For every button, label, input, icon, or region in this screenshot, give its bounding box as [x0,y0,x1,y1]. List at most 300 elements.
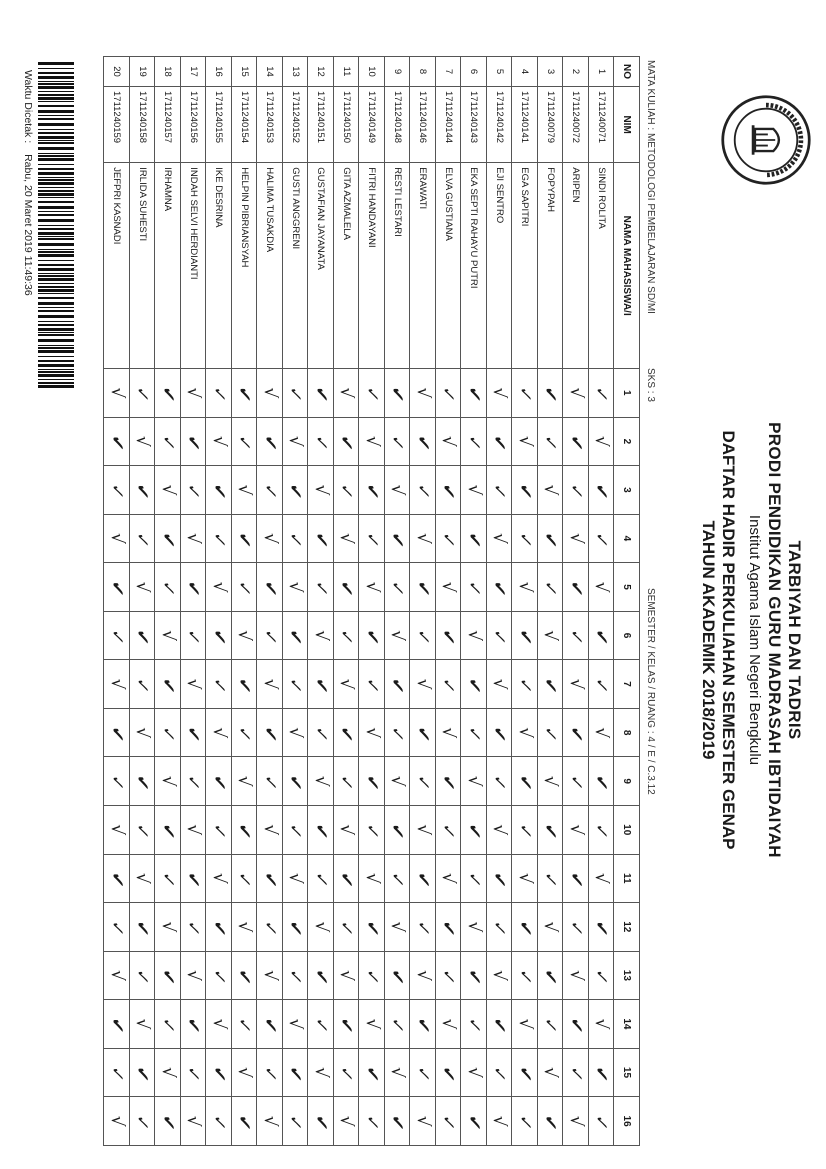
attendance-check-mark: ✓ [257,611,283,660]
attendance-check-mark: ✔ [512,757,538,806]
barcode-bar [38,76,74,79]
table-row [181,57,207,1146]
attendance-check-mark: ✓ [487,1048,513,1097]
attendance-check-mark: √ [563,805,589,854]
attendance-check-mark: ✔ [283,903,309,952]
barcode-bar [38,94,74,96]
attendance-check-mark: √ [155,757,181,806]
attendance-check-mark: ✓ [308,708,334,757]
attendance-check-mark: ✓ [410,757,436,806]
attendance-check-mark: √ [155,611,181,660]
attendance-check-mark: ✓ [385,563,411,612]
attendance-check-mark: ✓ [487,903,513,952]
cell-nim: 1711240142 [487,86,513,162]
attendance-check-mark: √ [257,1097,283,1146]
attendance-check-mark: ✔ [359,466,385,515]
attendance-check-mark: ✓ [155,563,181,612]
attendance-check-mark: √ [410,660,436,709]
barcode-bar [38,172,74,175]
col-session-header: 5 [614,563,640,612]
attendance-check-mark: ✔ [257,708,283,757]
barcode-bar [38,232,74,235]
attendance-check-mark: √ [512,417,538,466]
attendance-check-mark: ✔ [232,514,258,563]
attendance-check-mark: ✔ [385,514,411,563]
attendance-check-mark: √ [512,854,538,903]
cell-no: 20 [104,57,130,87]
attendance-check-mark: ✔ [410,563,436,612]
attendance-check-mark: ✔ [461,660,487,709]
attendance-check-mark: ✓ [130,514,156,563]
attendance-check-mark: ✔ [538,660,564,709]
attendance-check-mark: ✓ [232,708,258,757]
attendance-check-mark: ✔ [563,708,589,757]
table-row [283,57,309,1146]
barcode-bar [38,201,74,203]
attendance-check-mark: ✔ [436,903,462,952]
barcode-bar [38,140,74,141]
barcode-bar [38,118,74,120]
attendance-check-mark: ✓ [181,611,207,660]
attendance-check-mark: ✔ [283,611,309,660]
attendance-check-mark: ✔ [308,1097,334,1146]
attendance-check-mark: √ [538,903,564,952]
barcode-bar [38,83,74,85]
cell-name: EJI SENTRO [487,163,513,369]
barcode-bar [38,382,74,384]
barcode-bar [38,206,74,209]
attendance-check-mark: ✓ [512,951,538,1000]
attendance-check-mark: ✓ [410,1048,436,1097]
attendance-check-mark: ✓ [589,369,615,418]
attendance-check-mark: √ [181,1097,207,1146]
cell-no: 8 [410,57,436,87]
barcode-bar [38,190,74,192]
faculty-title: TARBIYAH DAN TADRIS [785,540,804,740]
attendance-check-mark: √ [334,805,360,854]
barcode-bar [38,153,74,154]
attendance-check-mark: ✔ [461,369,487,418]
cell-no: 16 [206,57,232,87]
attendance-check-mark: ✓ [206,951,232,1000]
attendance-check-mark: √ [104,805,130,854]
cell-nim: 1711240152 [283,86,309,162]
barcode-bar [38,334,74,336]
barcode-bar [38,345,74,346]
attendance-check-mark: ✓ [308,854,334,903]
attendance-check-mark: ✔ [563,1000,589,1049]
attendance-check-mark: ✓ [385,854,411,903]
table-row [512,57,538,1146]
attendance-check-mark: ✓ [104,466,130,515]
attendance-table [104,56,641,1146]
attendance-check-mark: √ [334,660,360,709]
col-session-header: 1 [614,369,640,418]
printed-value: Rabu, 20 Maret 2019 11:49:36 [22,154,34,296]
attendance-check-mark: ✓ [104,611,130,660]
attendance-check-mark: ✔ [104,854,130,903]
attendance-check-mark: √ [461,757,487,806]
attendance-check-mark: ✔ [538,805,564,854]
cell-nim: 1711240079 [538,86,564,162]
barcode-bar [38,177,74,178]
attendance-check-mark: ✔ [104,563,130,612]
cell-name: INDAH SELVI HERDIANTI [181,163,207,369]
cell-no: 13 [283,57,309,87]
attendance-check-mark: ✔ [538,951,564,1000]
attendance-check-mark: ✔ [538,369,564,418]
barcode-bar [38,302,74,305]
attendance-check-mark: √ [461,611,487,660]
attendance-check-mark: ✓ [461,417,487,466]
col-session-header: 10 [614,805,640,854]
attendance-check-mark: ✓ [512,1097,538,1146]
attendance-check-mark: √ [385,611,411,660]
attendance-check-mark: √ [130,854,156,903]
table-row [130,57,156,1146]
attendance-check-mark: ✔ [461,1097,487,1146]
attendance-check-mark: ✔ [206,466,232,515]
cell-no: 5 [487,57,513,87]
table-row [155,57,181,1146]
document-header [698,330,804,950]
attendance-check-mark: ✔ [385,660,411,709]
attendance-check-mark: √ [232,757,258,806]
attendance-check-mark: ✓ [410,466,436,515]
cell-nim: 1711240072 [563,86,589,162]
attendance-check-mark: ✓ [436,369,462,418]
cell-no: 1 [589,57,615,87]
col-session-header: 12 [614,903,640,952]
barcode-bar [38,339,74,342]
barcode-bar [38,193,74,196]
attendance-check-mark: √ [257,514,283,563]
attendance-check-mark: √ [589,563,615,612]
barcode-bar [38,123,74,126]
barcode-bar [38,347,74,349]
attendance-check-mark: √ [436,854,462,903]
cell-no: 19 [130,57,156,87]
attendance-check-mark: ✔ [308,951,334,1000]
attendance-check-mark: ✓ [436,805,462,854]
attendance-check-mark: ✓ [130,660,156,709]
attendance-check-mark: √ [410,951,436,1000]
attendance-check-mark: ✓ [283,805,309,854]
table-row [538,57,564,1146]
attendance-check-mark: ✔ [436,1048,462,1097]
cell-nim: 1711240144 [436,86,462,162]
attendance-check-mark: ✓ [232,854,258,903]
attendance-check-mark: ✔ [359,1048,385,1097]
attendance-check-mark: √ [283,563,309,612]
attendance-check-mark: √ [334,1097,360,1146]
attendance-check-mark: ✔ [385,805,411,854]
attendance-check-mark: ✓ [461,708,487,757]
cell-name: GUSTI ANGGRENI [283,163,309,369]
attendance-check-mark: ✓ [283,514,309,563]
attendance-check-mark: ✓ [232,563,258,612]
attendance-check-mark: √ [359,1000,385,1049]
printed-timestamp [22,70,34,304]
attendance-check-mark: ✓ [359,951,385,1000]
barcode-bar [38,81,74,82]
attendance-check-mark: ✓ [283,951,309,1000]
attendance-check-mark: ✔ [487,708,513,757]
cell-nim: 1711240153 [257,86,283,162]
attendance-check-mark: ✔ [130,1048,156,1097]
attendance-check-mark: ✓ [436,1097,462,1146]
cell-name: JEFPRI KASNADI [104,163,130,369]
cell-name: GUSTAFIAN JAYANATA [308,163,334,369]
attendance-check-mark: √ [589,417,615,466]
attendance-check-mark: ✔ [385,369,411,418]
barcode-bar [38,286,74,288]
barcode-bar [38,219,74,222]
attendance-check-mark: ✔ [232,951,258,1000]
col-session-header: 13 [614,951,640,1000]
attendance-check-mark: ✓ [487,757,513,806]
barcode-bar [38,297,74,299]
attendance-check-mark: √ [436,708,462,757]
attendance-check-mark: ✓ [206,514,232,563]
table-row [206,57,232,1146]
attendance-check-mark: √ [589,854,615,903]
barcode-bar [38,182,74,185]
cell-nim: 1711240151 [308,86,334,162]
cell-name: SINDI ROLITA [589,163,615,369]
barcode-bar [38,129,74,130]
attendance-check-mark: √ [206,708,232,757]
attendance-rows [104,57,614,1146]
attendance-check-mark: ✔ [130,757,156,806]
barcode-bar [38,289,74,292]
attendance-check-mark: ✓ [206,1097,232,1146]
attendance-check-mark: ✓ [385,417,411,466]
attendance-check-mark: ✔ [257,854,283,903]
table-row [563,57,589,1146]
attendance-check-mark: ✔ [538,514,564,563]
barcode-bar [38,278,74,281]
attendance-check-mark: ✔ [589,611,615,660]
attendance-check-mark: ✓ [512,660,538,709]
printed-label: Waktu Dicetak : [22,70,34,144]
attendance-check-mark: ✔ [155,951,181,1000]
attendance-check-mark: ✔ [308,805,334,854]
barcode-bar [38,62,74,65]
barcode-bar [38,179,74,181]
attendance-check-mark: √ [487,805,513,854]
col-session-header: 8 [614,708,640,757]
barcode-bar [38,105,74,107]
attendance-check-mark: ✔ [589,757,615,806]
attendance-check-mark: ✓ [563,466,589,515]
attendance-check-mark: √ [206,1000,232,1049]
barcode-bar [38,385,74,388]
barcode-bar [38,72,74,74]
attendance-check-mark: ✓ [589,951,615,1000]
barcode-bar [38,379,74,380]
col-nim-header: NIM [614,86,640,162]
attendance-check-mark: ✓ [257,466,283,515]
attendance-check-mark: ✓ [563,757,589,806]
attendance-check-mark: ✔ [104,708,130,757]
attendance-check-mark: ✓ [155,708,181,757]
attendance-check-mark: √ [563,951,589,1000]
barcode-bar [38,321,74,322]
attendance-check-mark: ✓ [538,563,564,612]
table-row [589,57,615,1146]
cell-name: ERAWATI [410,163,436,369]
barcode-bar [38,360,74,362]
attendance-check-mark: ✓ [512,514,538,563]
attendance-check-mark: ✓ [308,417,334,466]
attendance-check-mark: ✓ [334,903,360,952]
attendance-check-mark: ✔ [130,611,156,660]
cell-no: 15 [232,57,258,87]
attendance-check-mark: ✓ [232,1000,258,1049]
attendance-check-mark: ✓ [104,757,130,806]
attendance-check-mark: ✔ [104,1000,130,1049]
cell-name: FOPYPAH [538,163,564,369]
barcode-image [38,60,74,390]
attendance-check-mark: ✔ [436,757,462,806]
cell-no: 6 [461,57,487,87]
attendance-check-mark: √ [232,903,258,952]
attendance-check-mark: √ [257,660,283,709]
attendance-check-mark: √ [181,951,207,1000]
attendance-check-mark: ✓ [104,903,130,952]
attendance-check-mark: ✔ [181,417,207,466]
attendance-check-mark: ✔ [334,854,360,903]
barcode-bar [38,187,74,188]
cell-name: RESTI LESTARI [385,163,411,369]
attendance-check-mark: √ [487,660,513,709]
attendance-check-mark: √ [308,757,334,806]
attendance-check-mark: ✔ [181,854,207,903]
attendance-check-mark: √ [308,903,334,952]
attendance-check-mark: ✔ [589,1048,615,1097]
attendance-check-mark: ✔ [232,660,258,709]
attendance-check-mark: √ [563,1097,589,1146]
col-name-header: NAMA MAHASISWA/I [614,163,640,369]
barcode-bar [38,136,74,139]
attendance-check-mark: √ [155,903,181,952]
attendance-check-mark: √ [232,466,258,515]
attendance-check-mark: ✔ [563,854,589,903]
table-row [436,57,462,1146]
barcode-bar [38,168,74,170]
attendance-check-mark: ✓ [563,1048,589,1097]
attendance-check-mark: ✓ [359,660,385,709]
attendance-check-mark: √ [385,757,411,806]
attendance-check-mark: ✔ [130,903,156,952]
attendance-check-mark: ✓ [589,805,615,854]
barcode-bar [38,225,74,226]
cell-nim: 1711240141 [512,86,538,162]
attendance-check-mark: √ [206,417,232,466]
barcode-bar [38,158,74,161]
attendance-check-mark: ✔ [232,369,258,418]
col-no-header: NO [614,57,640,87]
barcode-bar [38,164,74,165]
barcode-bar [38,91,74,92]
attendance-check-mark: √ [512,563,538,612]
attendance-check-mark: √ [436,417,462,466]
attendance-check-mark: ✓ [334,1048,360,1097]
cell-name: IRHAMNA [155,163,181,369]
attendance-check-mark: ✔ [359,903,385,952]
course-info: MATA KULIAH : METODOLOGI PEMBELAJARAN SD/MI [645,60,656,314]
table-header-row [614,57,640,1146]
barcode-bar [38,249,74,250]
document-title: DAFTAR HADIR PERKULIAHAN SEMESTER GENAP [719,430,738,850]
attendance-check-mark: ✔ [155,514,181,563]
attendance-check-mark: ✓ [181,757,207,806]
barcode-bar [38,371,74,373]
barcode-bar [38,142,74,144]
cell-name: IKE DESRINA [206,163,232,369]
attendance-check-mark: √ [257,369,283,418]
attendance-check-mark: ✓ [359,369,385,418]
col-session-header: 15 [614,1048,640,1097]
attendance-check-mark: √ [257,805,283,854]
attendance-check-mark: √ [359,563,385,612]
attendance-check-mark: √ [181,369,207,418]
attendance-check-mark: √ [538,1048,564,1097]
col-session-header: 14 [614,1000,640,1049]
barcode-bar [38,86,74,89]
barcode-bar [38,254,74,257]
cell-no: 11 [334,57,360,87]
attendance-check-mark: √ [232,611,258,660]
attendance-check-mark: √ [461,466,487,515]
table-row [232,57,258,1146]
attendance-check-mark: ✔ [257,417,283,466]
attendance-check-mark: ✓ [410,611,436,660]
cell-name: ELVA GUSTIANA [436,163,462,369]
attendance-check-mark: ✔ [130,466,156,515]
cell-no: 18 [155,57,181,87]
attendance-check-mark: ✓ [538,854,564,903]
barcode-bar [38,328,74,331]
cell-name: HALIMA TUSAKDIA [257,163,283,369]
barcode-bar [38,155,74,157]
attendance-check-mark: ✔ [436,611,462,660]
attendance-check-mark: ✓ [155,417,181,466]
col-session-header: 16 [614,1097,640,1146]
barcode-bar [38,356,74,357]
attendance-check-mark: ✔ [155,805,181,854]
attendance-check-mark: ✔ [436,466,462,515]
academic-year: TAHUN AKADEMIK 2018/2019 [699,520,718,760]
attendance-check-mark: √ [563,514,589,563]
barcode-bar [38,369,74,370]
attendance-check-mark: ✓ [181,903,207,952]
attendance-check-mark: ✔ [334,417,360,466]
attendance-check-mark: ✓ [130,805,156,854]
attendance-check-mark: √ [130,708,156,757]
attendance-check-mark: ✔ [487,1000,513,1049]
attendance-check-mark: ✔ [410,708,436,757]
attendance-check-mark: √ [130,563,156,612]
attendance-check-mark: ✓ [334,757,360,806]
attendance-check-mark: √ [385,466,411,515]
attendance-check-mark: √ [104,1097,130,1146]
table-row [487,57,513,1146]
attendance-check-mark: ✔ [206,903,232,952]
attendance-check-mark: ✔ [461,514,487,563]
attendance-check-mark: ✓ [538,417,564,466]
